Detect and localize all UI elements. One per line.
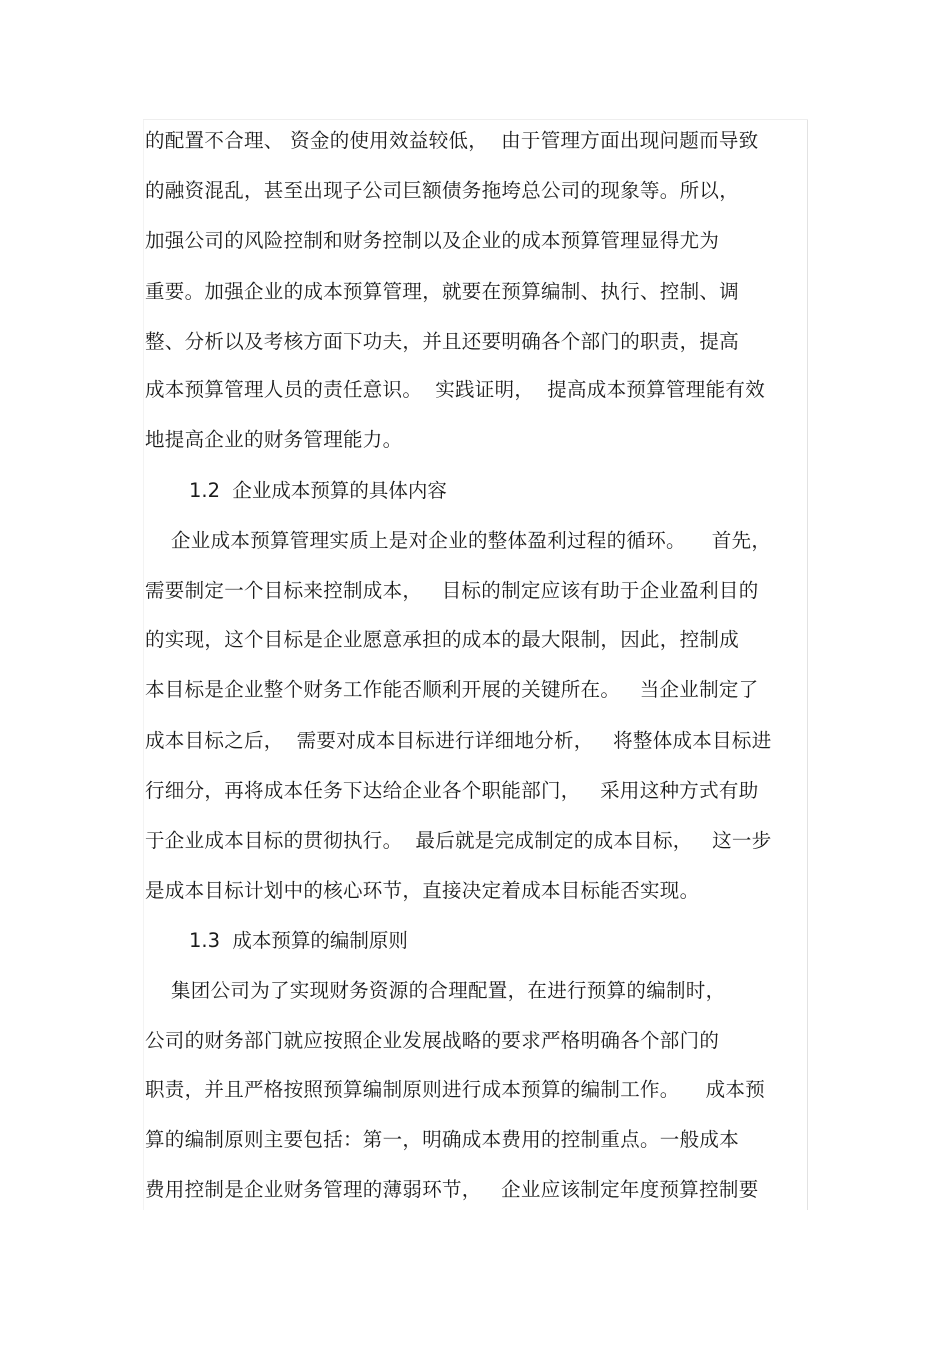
paragraph-line: 重要。加强企业的成本预算管理，就要在预算编制、执行、控制、调 [145,280,740,303]
paragraph-line: 行细分，再将成本任务下达给企业各个职能部门， 采用这种方式有助 [145,779,759,802]
paragraph-line: 加强公司的风险控制和财务控制以及企业的成本预算管理显得尤为 [145,229,720,252]
paragraph-line: 企业成本预算管理实质上是对企业的整体盈利过程的循环。 首先， [145,529,772,552]
paragraph-line: 费用控制是企业财务管理的薄弱环节， 企业应该制定年度预算控制要 [145,1178,759,1201]
section-heading-1-2: 1.2 企业成本预算的具体内容 [189,479,447,502]
paragraph-line: 的配置不合理、 资金的使用效益较低， 由于管理方面出现问题而导致 [145,129,759,152]
section-heading-1-3: 1.3 成本预算的编制原则 [189,929,408,952]
paragraph-line: 的融资混乱，甚至出现子公司巨额债务拖垮总公司的现象等。所以， [145,179,740,202]
paragraph-line: 成本目标之后， 需要对成本目标进行详细地分析， 将整体成本目标进 [145,729,772,752]
paragraph-line: 需要制定一个目标来控制成本， 目标的制定应该有助于企业盈利目的 [145,579,759,602]
paragraph-line: 算的编制原则主要包括：第一，明确成本费用的控制重点。一般成本 [145,1128,740,1151]
paragraph-line: 本目标是企业整个财务工作能否顺利开展的关键所在。 当企业制定了 [145,678,759,701]
paragraph-line: 公司的财务部门就应按照企业发展战略的要求严格明确各个部门的 [145,1029,720,1052]
paragraph-line: 集团公司为了实现财务资源的合理配置，在进行预算的编制时， [145,979,726,1002]
page-border-top [143,119,808,120]
paragraph-line: 成本预算管理人员的责任意识。 实践证明， 提高成本预算管理能有效 [145,378,765,401]
paragraph-line: 的实现，这个目标是企业愿意承担的成本的最大限制，因此，控制成 [145,628,740,651]
paragraph-line: 整、分析以及考核方面下功夫，并且还要明确各个部门的职责，提高 [145,330,740,353]
page-border-right [807,120,808,1210]
paragraph-line: 地提高企业的财务管理能力。 [145,428,403,451]
paragraph-line: 于企业成本目标的贯彻执行。 最后就是完成制定的成本目标， 这一步 [145,829,772,852]
paragraph-line: 职责，并且严格按照预算编制原则进行成本预算的编制工作。 成本预 [145,1078,765,1101]
page-border-left [143,120,144,1210]
paragraph-line: 是成本目标计划中的核心环节，直接决定着成本目标能否实现。 [145,879,700,902]
